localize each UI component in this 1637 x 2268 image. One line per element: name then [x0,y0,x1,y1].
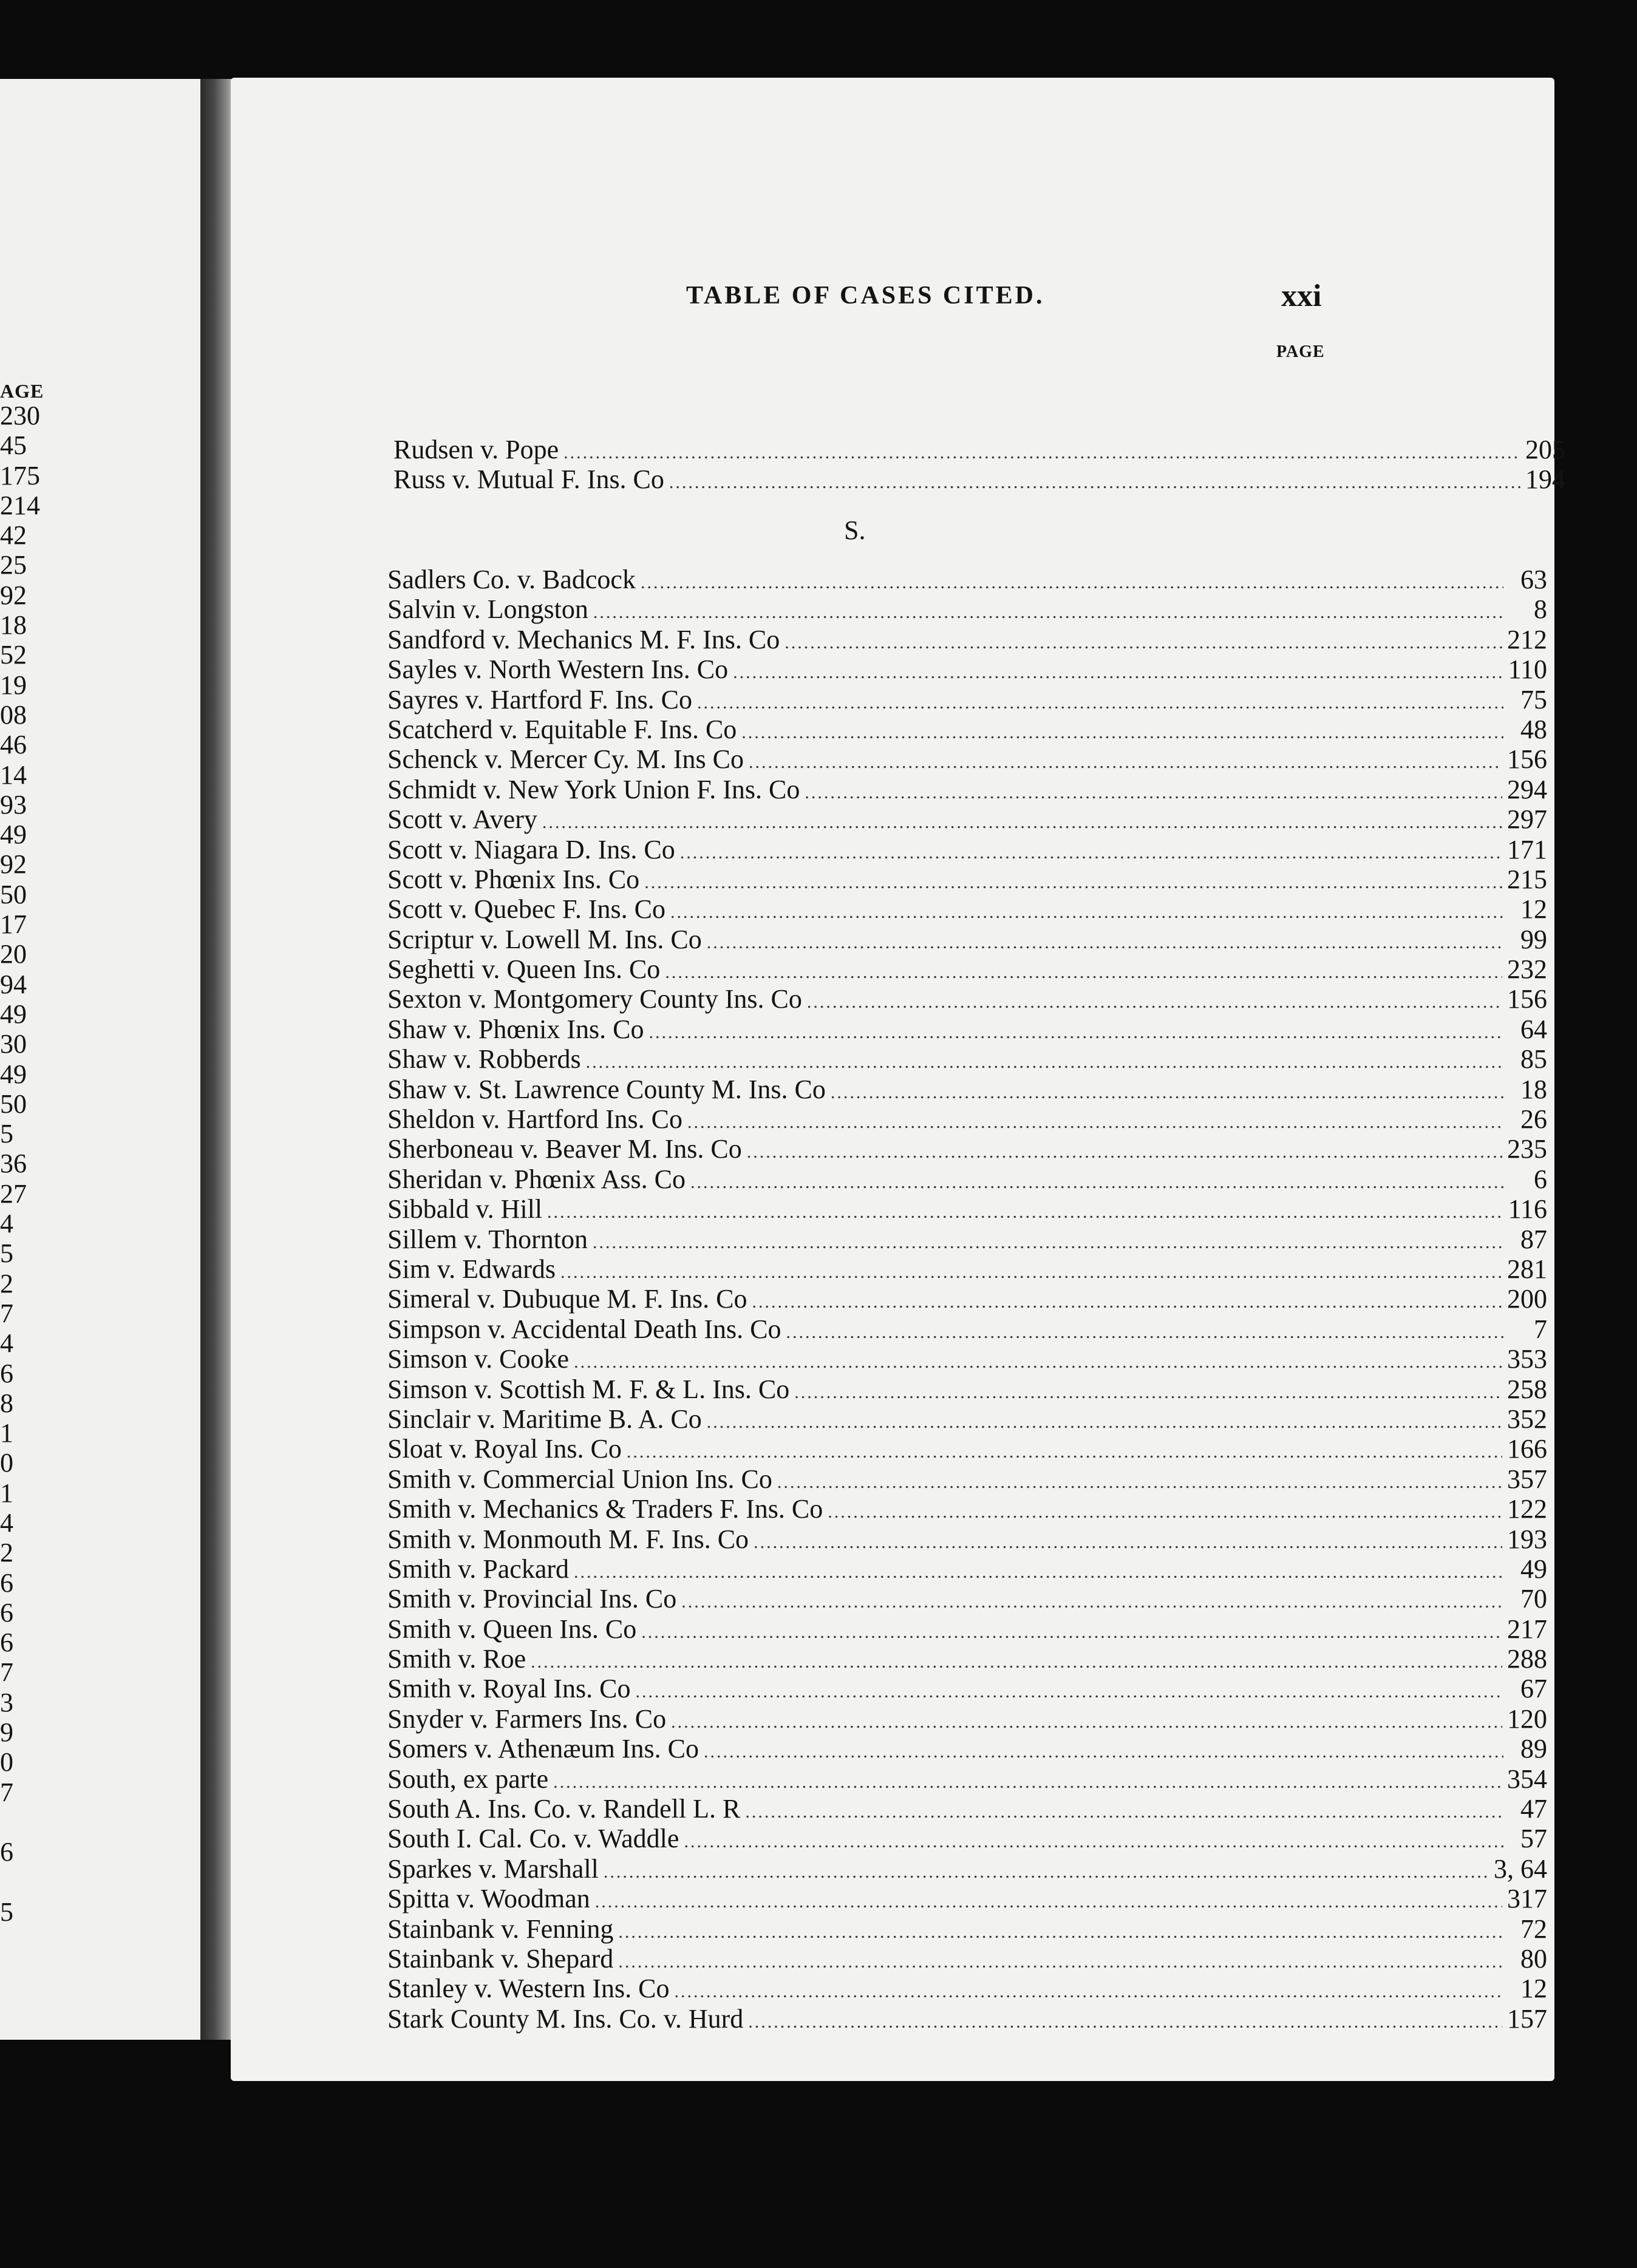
left-page-number: 45 [0,430,27,461]
case-entry [387,1075,1547,1104]
case-entry [387,715,1547,744]
case-page-number: 317 [1507,1884,1547,1914]
case-page-number: 297 [1507,804,1547,835]
left-page-number: 5 [0,1119,13,1149]
left-page-number: 49 [0,999,27,1029]
left-page-number: 2 [0,1268,13,1299]
left-page-number: 36 [0,1149,27,1179]
dot-leader [680,838,1502,867]
case-entry [393,435,1565,464]
case-name: South A. Ins. Co. v. Randell L. R [387,1794,741,1824]
dot-leader [684,1827,1503,1856]
case-name: Simeral v. Dubuque M. F. Ins. Co [387,1284,747,1314]
case-entry [387,1794,1547,1824]
left-page-number-column [0,401,40,1927]
case-entry [387,925,1547,954]
case-entry [387,1044,1547,1074]
dot-leader [542,807,1502,837]
case-name: Scriptur v. Lowell M. Ins. Co [387,924,702,954]
case-entry [387,835,1547,864]
dot-leader [707,928,1503,957]
left-page-number: 50 [0,879,27,909]
left-page-number: 4 [0,1507,13,1538]
case-name: Scott v. Quebec F. Ins. Co [387,894,666,925]
left-page-number: 50 [0,1088,27,1119]
case-page-number: 48 [1520,714,1547,744]
dot-leader [675,1977,1503,2006]
case-name: Snyder v. Farmers Ins. Co [387,1703,667,1734]
case-entry [387,1884,1547,1913]
case-name: Sheldon v. Hartford Ins. Co [387,1104,682,1135]
case-name: Shaw v. Phœnix Ins. Co [387,1014,644,1044]
case-entry [387,1974,1547,2003]
case-page-number: 7 [1534,1314,1547,1344]
case-name: Sheridan v. Phœnix Ass. Co [387,1164,686,1194]
case-name: Simpson v. Accidental Death Ins. Co [387,1314,781,1344]
case-entry [387,1314,1547,1344]
dot-leader [665,957,1502,987]
case-entry [387,1104,1547,1134]
case-page-number: 70 [1520,1584,1547,1614]
case-name: Schenck v. Mercer Cy. M. Ins Co [387,744,744,775]
dot-leader [560,1257,1502,1287]
case-entry [387,1434,1547,1464]
case-page-number: 288 [1507,1644,1547,1674]
dot-leader [777,1467,1502,1497]
section-letter: S. [844,515,866,545]
case-page-number: 57 [1520,1824,1547,1854]
case-entry [387,1854,1547,1884]
case-page-number: 87 [1520,1224,1547,1254]
case-name: Sayres v. Hartford F. Ins. Co [387,684,693,715]
case-name: Shaw v. St. Lawrence County M. Ins. Co [387,1074,826,1104]
dot-leader [641,1617,1502,1647]
case-entry [387,1164,1547,1194]
left-page-number: 52 [0,640,27,670]
case-page-number: 357 [1507,1464,1547,1494]
case-entry [387,1554,1547,1584]
right-page [231,78,1565,2081]
dot-leader [593,597,1503,627]
dot-leader [593,1227,1503,1257]
case-name: Smith v. Provincial Ins. Co [387,1584,677,1614]
left-page-number [0,1867,40,1897]
case-page-number: 99 [1520,924,1547,954]
left-page-number: 175 [0,460,40,491]
running-title: TABLE OF CASES CITED. [686,282,1045,310]
case-entry [387,1254,1547,1284]
left-page-number: 4 [0,1328,13,1359]
case-page-number: 3, 64 [1494,1853,1547,1884]
left-page-number: 6 [0,1628,13,1658]
case-page-number: 232 [1507,954,1547,985]
case-name: Sillem v. Thornton [387,1224,588,1254]
left-page-number: 5 [0,1238,13,1269]
case-page-number: 294 [1507,774,1547,804]
case-entry [387,1824,1547,1853]
left-page-number: 214 [0,490,40,520]
case-name: Schmidt v. New York Union F. Ins. Co [387,774,800,804]
case-page-number: 156 [1507,744,1547,775]
left-page-number: 49 [0,1059,27,1089]
case-name: Sherboneau v. Beaver M. Ins. Co [387,1134,742,1164]
case-entry [387,565,1547,594]
dot-leader [690,1167,1503,1197]
dot-leader [618,1917,1503,1947]
case-entry [387,1194,1547,1224]
dot-leader [794,1377,1502,1407]
case-page-number: 12 [1520,894,1547,925]
page-number: xxi [1281,279,1322,313]
left-page-number: 9 [0,1717,13,1748]
case-page-number: 122 [1507,1494,1547,1524]
left-page [0,79,200,2040]
dot-leader [752,1287,1503,1317]
case-entry [387,1224,1547,1254]
case-entry [387,1134,1547,1164]
case-entry [387,1494,1547,1524]
left-page-number: 18 [0,610,27,640]
case-name: Sparkes v. Marshall [387,1853,599,1884]
case-entry [393,464,1565,494]
case-page-number: 110 [1508,654,1547,685]
left-page-number: 5 [0,1896,13,1927]
dot-leader [604,1857,1489,1887]
case-page-number: 12 [1520,1974,1547,2004]
case-page-number: 235 [1507,1134,1547,1164]
left-page-number: 14 [0,759,27,790]
case-page-number: 26 [1520,1104,1547,1135]
dot-leader [805,778,1502,807]
case-name: Sloat v. Royal Ins. Co [387,1434,622,1464]
case-name: Seghetti v. Queen Ins. Co [387,954,661,985]
left-page-number: 30 [0,1029,27,1059]
dot-leader [595,1887,1502,1917]
case-page-number: 18 [1520,1074,1547,1104]
dot-leader [574,1557,1503,1587]
case-page-number: 258 [1507,1374,1547,1404]
dot-leader [687,1107,1503,1137]
dot-leader [747,1137,1502,1167]
case-entry [387,1674,1547,1703]
left-page-number: 8 [0,1388,13,1418]
dot-leader [749,747,1502,777]
case-page-number: 200 [1507,1284,1547,1314]
case-name: Russ v. Mutual F. Ins. Co [393,464,664,495]
case-name: Stark County M. Ins. Co. v. Hurd [387,2003,744,2034]
case-entry [387,1374,1547,1404]
dot-leader [627,1437,1502,1467]
case-page-number: 6 [1534,1164,1547,1194]
dot-leader [754,1527,1502,1557]
case-entry [387,1284,1547,1314]
left-page-number: 94 [0,969,27,999]
dot-leader [531,1647,1502,1677]
left-page-number: 25 [0,550,27,580]
top-case-list [393,435,1565,495]
case-page-number: 205 [1525,435,1565,464]
case-name: South, ex parte [387,1764,549,1794]
case-name: Somers v. Athenæum Ins. Co [387,1734,699,1764]
case-page-number: 63 [1520,565,1547,594]
dot-leader [745,1797,1503,1827]
case-name: Sexton v. Montgomery County Ins. Co [387,984,802,1014]
left-page-number: 4 [0,1209,13,1239]
case-page-number: 212 [1507,624,1547,654]
case-name: Rudsen v. Pope [393,435,559,464]
case-entry [387,775,1547,804]
case-page-number: 75 [1520,684,1547,715]
case-page-number: 354 [1507,1764,1547,1794]
case-name: Smith v. Packard [387,1553,569,1584]
case-page-number: 194 [1525,464,1565,495]
case-name: Sibbald v. Hill [387,1194,543,1224]
left-page-number: 6 [0,1597,13,1628]
case-entry [387,1944,1547,1974]
case-entry [387,864,1547,894]
left-page-number: 2 [0,1538,13,1568]
case-entry [387,744,1547,774]
dot-leader [644,867,1502,897]
dot-leader [547,1197,1503,1227]
case-name: Smith v. Royal Ins. Co [387,1674,631,1704]
dot-leader [831,1078,1503,1107]
case-entry [387,1914,1547,1944]
case-entry [387,2004,1547,2034]
case-entry [387,894,1547,924]
case-list [387,565,1547,2034]
left-page-number: 17 [0,909,27,940]
case-page-number: 116 [1508,1194,1547,1224]
left-page-number: 20 [0,939,27,969]
dot-leader [641,568,1503,597]
dot-leader [807,987,1502,1017]
case-name: Smith v. Queen Ins. Co [387,1614,637,1644]
case-entry [387,954,1547,984]
left-page-number: 27 [0,1178,27,1209]
dot-leader [786,1317,1503,1347]
case-name: Sim v. Edwards [387,1254,556,1284]
case-page-number: 49 [1520,1553,1547,1584]
case-page-number: 89 [1520,1734,1547,1764]
left-page-number: 1 [0,1418,13,1448]
case-entry [387,625,1547,654]
dot-leader [748,2007,1502,2037]
case-page-number: 64 [1520,1014,1547,1044]
case-page-number: 67 [1520,1674,1547,1704]
case-page-number: 193 [1507,1524,1547,1554]
case-entry [387,1014,1547,1044]
case-entry [387,804,1547,834]
case-name: Scott v. Niagara D. Ins. Co [387,834,675,864]
dot-leader [636,1677,1503,1706]
case-page-number: 72 [1520,1913,1547,1944]
case-entry [387,1404,1547,1434]
left-page-number: 08 [0,699,27,730]
dot-leader [553,1767,1502,1797]
case-name: Sinclair v. Maritime B. A. Co [387,1404,702,1434]
case-name: Shaw v. Robberds [387,1044,581,1075]
case-page-number: 47 [1520,1794,1547,1824]
case-name: Stanley v. Western Ins. Co [387,1974,670,2004]
left-page-number: 49 [0,820,27,850]
case-name: Simson v. Cooke [387,1344,570,1374]
case-page-number: 156 [1507,984,1547,1014]
case-name: Stainbank v. Fenning [387,1913,614,1944]
case-entry [387,1584,1547,1614]
dot-leader [563,438,1520,467]
case-name: Scatcherd v. Equitable F. Ins. Co [387,714,737,744]
left-page-number: 19 [0,670,27,700]
left-page-number: 6 [0,1358,13,1388]
left-page-number: 0 [0,1747,13,1777]
case-name: Scott v. Phœnix Ins. Co [387,864,640,894]
case-entry [387,594,1547,624]
case-name: Smith v. Mechanics & Traders F. Ins. Co [387,1494,823,1524]
dot-leader [574,1347,1502,1377]
case-page-number: 120 [1507,1703,1547,1734]
case-entry [387,685,1547,715]
case-entry [387,1644,1547,1674]
dot-leader [741,718,1503,747]
case-name: Sayles v. North Western Ins. Co [387,654,729,685]
case-name: Smith v. Monmouth M. F. Ins. Co [387,1524,749,1554]
dot-leader [828,1497,1502,1527]
case-entry [387,1344,1547,1374]
left-page-number: 3 [0,1687,13,1717]
left-page-number: 7 [0,1298,13,1328]
case-name: Smith v. Roe [387,1644,526,1674]
case-name: Sandford v. Mechanics M. F. Ins. Co [387,624,780,654]
case-name: South I. Cal. Co. v. Waddle [387,1824,679,1854]
case-page-number: 281 [1507,1254,1547,1284]
left-page-number: 6 [0,1837,13,1867]
dot-leader [697,688,1503,718]
dot-leader [586,1047,1503,1077]
case-page-number: 8 [1534,594,1547,625]
case-entry [387,1464,1547,1494]
case-entry [387,1614,1547,1644]
left-page-number [0,1807,40,1837]
dot-leader [784,628,1502,657]
case-page-number: 80 [1520,1943,1547,1974]
case-page-number: 353 [1507,1344,1547,1374]
left-page-number: 46 [0,730,27,760]
case-entry [387,1734,1547,1764]
case-entry [387,1704,1547,1734]
left-page-number: 230 [0,401,40,430]
dot-leader [671,1707,1502,1737]
case-page-number: 157 [1507,2003,1547,2034]
left-page-number: 42 [0,520,27,551]
left-page-number: 6 [0,1567,13,1598]
dot-leader [733,657,1503,687]
case-name: Stainbank v. Shepard [387,1943,614,1974]
case-name: Simson v. Scottish M. F. & L. Ins. Co [387,1374,790,1404]
left-page-column-heading: AGE [0,380,44,402]
case-name: Salvin v. Longston [387,594,588,625]
case-entry [387,654,1547,684]
case-name: Spitta v. Woodman [387,1884,590,1914]
case-page-number: 352 [1507,1404,1547,1434]
case-entry [387,1764,1547,1794]
case-page-number: 217 [1507,1614,1547,1644]
dot-leader [681,1587,1503,1617]
left-page-number: 92 [0,580,27,610]
page-column-label: PAGE [1276,342,1325,361]
left-page-number: 1 [0,1478,13,1508]
dot-leader [649,1017,1503,1047]
dot-leader [670,897,1503,927]
left-page-number: 7 [0,1657,13,1688]
case-name: Sadlers Co. v. Badcock [387,565,636,594]
dot-leader [704,1737,1503,1767]
case-page-number: 85 [1520,1044,1547,1075]
dot-leader [707,1407,1502,1437]
case-entry [387,1524,1547,1554]
case-entry [387,984,1547,1014]
left-page-number: 0 [0,1448,13,1478]
case-page-number: 215 [1507,864,1547,894]
left-page-number: 93 [0,789,27,820]
left-page-number: 92 [0,849,27,880]
dot-leader [618,1947,1503,1977]
case-name: Smith v. Commercial Union Ins. Co [387,1464,772,1494]
case-page-number: 171 [1507,834,1547,864]
dot-leader [669,467,1520,497]
case-name: Scott v. Avery [387,804,537,835]
left-page-number: 7 [0,1777,13,1807]
case-page-number: 166 [1507,1434,1547,1464]
